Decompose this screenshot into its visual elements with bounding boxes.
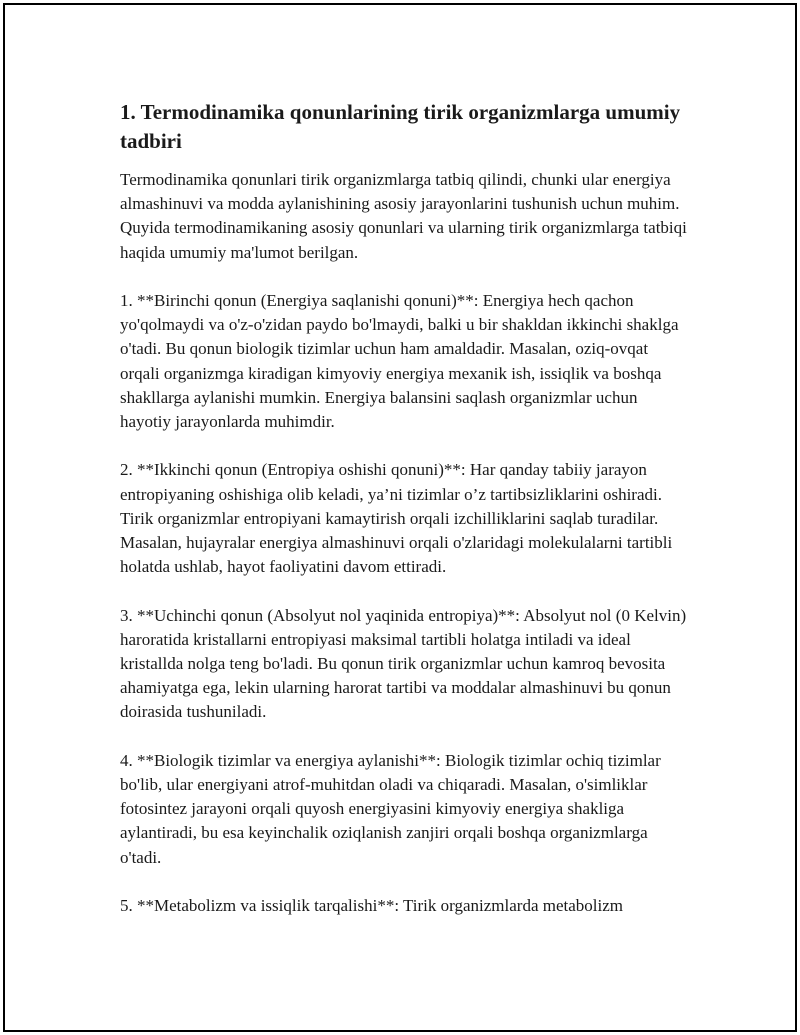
page-frame (3, 3, 797, 1032)
intro-paragraph: Termodinamika qonunlari tirik organizmlarga tatbiq qilindi, chunki ular energiya almashinuvi va modda aylanishining asosiy jarayonlarini tushunish uchun muhim. Quyida termodinamikaning asosiy qonunlari va ularning tirik organizmlarga tatbiqi haqida umumiy ma'lumot berilgan. (120, 170, 687, 262)
second-law-paragraph: 2. **Ikkinchi qonun (Entropiya oshishi qonuni)**: Har qanday tabiiy jarayon entropiyaning oshishiga olib keladi, ya’ni tizimlar o’z tartibsizliklarini oshiradi. Tirik organizmlar entropiyani kamaytirish orqali izchilliklarini saqlab turadilar. Masalan, hujayralar energiya almashinuvi orqali o'zlaridagi molekulalarni tartibli holatda ushlab, hayot faoliyatini davom ettiradi. (120, 460, 673, 577)
section-heading: 1. Termodinamika qonunlarining tirik organizmlarga umumiy tadbiri (120, 100, 681, 153)
energy-flow-paragraph: 4. **Biologik tizimlar va energiya aylanishi**: Biologik tizimlar ochiq tizimlar bo'lib, ular energiyani atrof-muhitdan oladi va chiqaradi. Masalan, o'simliklar fotosintez jarayoni orqali quyosh energiyasini kimyoviy energiya shakliga aylantiradi, bu esa keyinchalik oziqlanish zanjiri orqali boshqa organizmlarga o'tadi. (120, 750, 661, 867)
document-body (120, 98, 690, 918)
metabolism-paragraph: 5. **Metabolizm va issiqlik tarqalishi**: Tirik organizmlarda metabolizm (120, 896, 624, 916)
first-law-paragraph: 1. **Birinchi qonun (Energiya saqlanishi qonuni)**: Energiya hech qachon yo'qolmaydi va o'z-o'zidan paydo bo'lmaydi, balki u bir shakldan ikkinchi shaklga o'tadi. Bu qonun biologik tizimlar uchun ham amaldadir. Masalan, oziq-ovqat orqali organizmga kiradigan kimyoviy energiya mexanik ish, issiqlik va boshqa shakllarga aylanishi mumkin. Energiya balansini saqlash organizmlar uchun hayotiy jarayonlarda muhimdir. (120, 291, 679, 432)
third-law-paragraph: 3. **Uchinchi qonun (Absolyut nol yaqinida entropiya)**: Absolyut nol (0 Kelvin) haroratida kristallarni entropiyasi maksimal tartibli holatga intiladi va ideal kristallda nolga teng bo'ladi. Bu qonun tirik organizmlar uchun kamroq bevosita ahamiyatga ega, lekin ularning harorat tartibi va moddalar almashinuvi bu qonun doirasida tushuniladi. (120, 605, 687, 722)
